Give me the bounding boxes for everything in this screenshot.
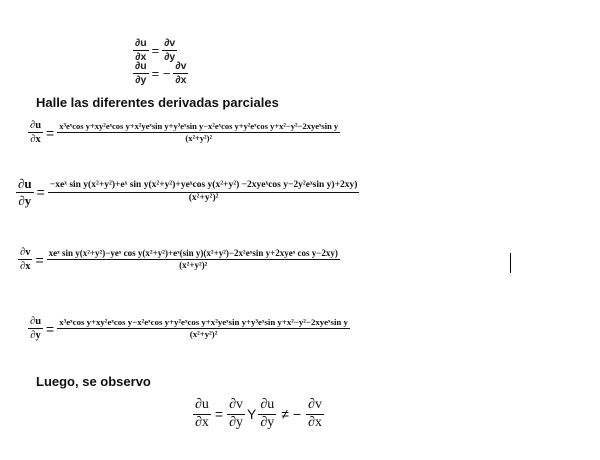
fraction-du-dy [258, 398, 276, 430]
numerator: xeˣ sin y(x²+y²)−yeˣ cos y(x²+y²)+eˣ(sin y)(x²+y²)−2x²eˣsin y+2xyeˣ cos y−2xy) [48, 247, 338, 258]
fraction-dv-dy [227, 398, 245, 430]
rhs-fraction [48, 181, 360, 204]
fraction-du-dx [193, 398, 211, 430]
lhs-fraction [16, 177, 34, 207]
denominator: ∂y [30, 330, 41, 342]
equals-sign: = [35, 251, 44, 268]
denominator: ∂y [229, 414, 244, 430]
numerator: ∂v [229, 397, 244, 412]
rhs-fraction [57, 122, 340, 143]
numerator: ∂v [175, 60, 187, 72]
numerator: ∂u [30, 120, 42, 131]
denominator: ∂x [308, 414, 322, 430]
equals-sign: = [151, 43, 160, 59]
derivative-du-dy-2 [28, 316, 350, 341]
denominator: ∂y [260, 414, 275, 430]
rhs-fraction [57, 318, 350, 339]
denominator: ∂y [164, 51, 176, 64]
equals-sign: = [46, 124, 55, 141]
fraction-du-dy [133, 61, 149, 86]
equals-sign: = [214, 406, 224, 423]
conclusion-label: Luego, se observo [36, 374, 151, 389]
denominator: ∂x [30, 134, 41, 146]
not-equal-minus-sign: ≠ − [281, 406, 302, 423]
numerator: −xeˣ sin y(x²+y²)+eˣ sin y(x²+y²)+yeˣcos y(x²+y²) −2xyeˣcos y−2y²eˣsin y)+2xy) [49, 179, 358, 190]
fraction-bar [18, 259, 32, 260]
lhs-fraction [18, 247, 32, 272]
numerator: ∂u [30, 316, 42, 327]
numerator: ∂v [20, 247, 31, 258]
numerator: ∂u [135, 37, 147, 49]
numerator: ∂u [195, 397, 209, 412]
numerator: ∂u [260, 397, 275, 412]
cauchy-riemann-eq2 [133, 61, 188, 86]
equals-sign: = [46, 320, 55, 337]
derivative-dv-dx [18, 247, 340, 272]
lhs-fraction [28, 316, 43, 341]
lhs-fraction [28, 120, 43, 145]
equals-sign: = [36, 184, 45, 201]
denominator: ∂x [20, 261, 31, 273]
fraction-dv-dx [306, 398, 324, 430]
numerator: x³eˣcos y+xy²eˣcos y−x²eˣcos y+y²eˣcos y+x²yeˣsin y+y³eˣsin y+x²−y²−2xyeˣsin y [59, 316, 348, 327]
denominator: ∂x [175, 74, 187, 87]
denominator: (x²+y²)² [188, 192, 219, 203]
conclusion-equation [193, 398, 324, 430]
denominator: (x²+y²)² [179, 260, 208, 271]
denominator: (x²+y²)² [189, 329, 218, 340]
denominator: ∂y [135, 74, 147, 87]
denominator: ∂x [135, 51, 147, 64]
text-cursor [510, 253, 511, 273]
numerator: ∂v [164, 37, 176, 49]
denominator: ∂x [195, 414, 209, 430]
rhs-fraction [47, 249, 340, 271]
fraction-bar [28, 132, 43, 133]
equals-minus-sign: = − [151, 66, 171, 82]
numerator: ∂u [135, 60, 147, 72]
numerator: ∂u [18, 176, 32, 191]
section-heading: Halle las diferentes derivadas parciales [36, 95, 279, 110]
denominator: ∂y [18, 192, 32, 208]
fraction-dv-dx [173, 61, 188, 86]
derivative-du-dx [28, 120, 340, 145]
numerator: ∂v [308, 397, 322, 412]
derivative-du-dy [16, 177, 359, 207]
denominator: (x²+y²)² [185, 133, 213, 144]
conjunction-y: Y [247, 406, 257, 423]
numerator: x³eˣcos y+xy²eˣcos y+x²yeˣsin y+y³eˣsin y−x²eˣcos y+y²eˣcos y+x²−y²−2xyeˣsin y [59, 121, 339, 132]
fraction-bar [28, 328, 43, 329]
